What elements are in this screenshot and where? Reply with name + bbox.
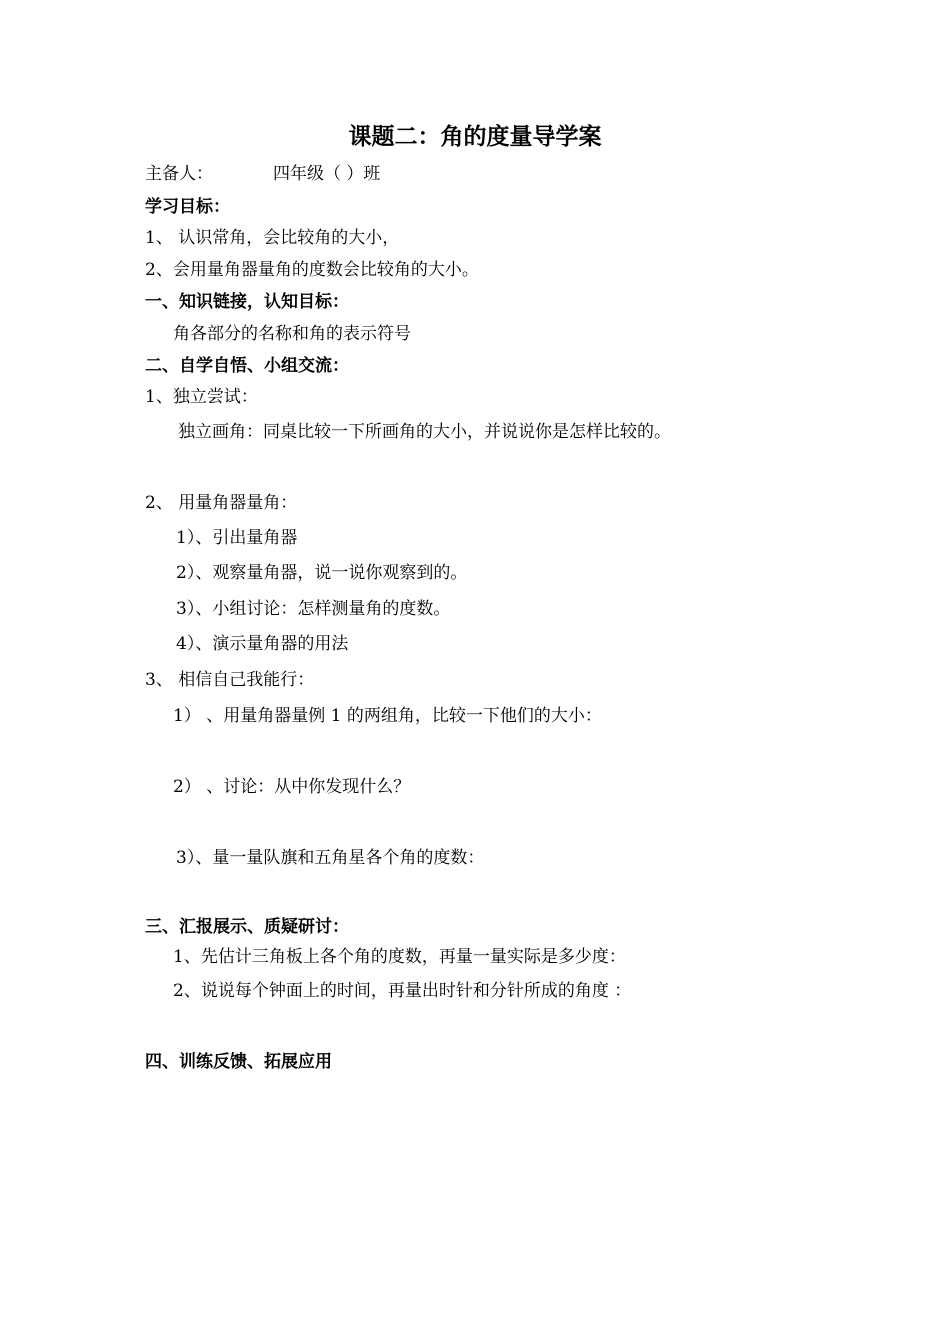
section-2-item-2-sub: 1）、引出量角器 (176, 528, 298, 548)
section-heading-1: 一、知识链接，认知目标： (145, 292, 349, 312)
section-3-item: 1、先估计三角板上各个角的度数，再量一量实际是多少度： (173, 947, 626, 967)
section-2-item-3-sub: 3）、量一量队旗和五角星各个角的度数： (176, 848, 485, 868)
section-heading-2: 二、自学自悟、小组交流： (145, 356, 349, 376)
section-2-item-1-content: 独立画角：同桌比较一下所画角的大小，并说说你是怎样比较的。 (178, 422, 671, 442)
section-2-item-2-sub: 3）、小组讨论：怎样测量角的度数。 (176, 599, 451, 619)
section-2-item-2-label: 2、 用量角器量角： (145, 493, 298, 513)
preparer-label: 主备人： (145, 164, 213, 184)
section-2-item-3-sub: 2） 、讨论：从中你发现什么？ (173, 777, 411, 797)
page-title: 课题二：角的度量导学案 (348, 124, 602, 150)
section-heading-3: 三、汇报展示、质疑研讨： (145, 917, 349, 937)
objective-item: 1、 认识常角，会比较角的大小， (145, 228, 400, 248)
objectives-heading: 学习目标： (145, 197, 230, 217)
section-heading-4: 四、训练反馈、拓展应用 (145, 1052, 332, 1072)
objective-item: 2、会用量角器量角的度数会比较角的大小。 (145, 260, 479, 280)
section-2-item-3-label: 3、 相信自己我能行： (145, 670, 315, 690)
section-2-item-2-sub: 4）、演示量角器的用法 (176, 634, 349, 654)
section-2-item-1-label: 1、独立尝试： (145, 387, 258, 407)
section-2-item-2-sub: 2）、观察量角器，说一说你观察到的。 (176, 563, 468, 583)
section-3-item: 2、说说每个钟面上的时间，再量出时针和分针所成的角度 ： (173, 981, 632, 1001)
section-2-item-3-sub: 1） 、用量角器量例 1 的两组角，比较一下他们的大小： (173, 706, 602, 726)
section-1-content: 角各部分的名称和角的表示符号 (173, 324, 411, 344)
class-label: 四年级（ ）班 (273, 164, 381, 184)
